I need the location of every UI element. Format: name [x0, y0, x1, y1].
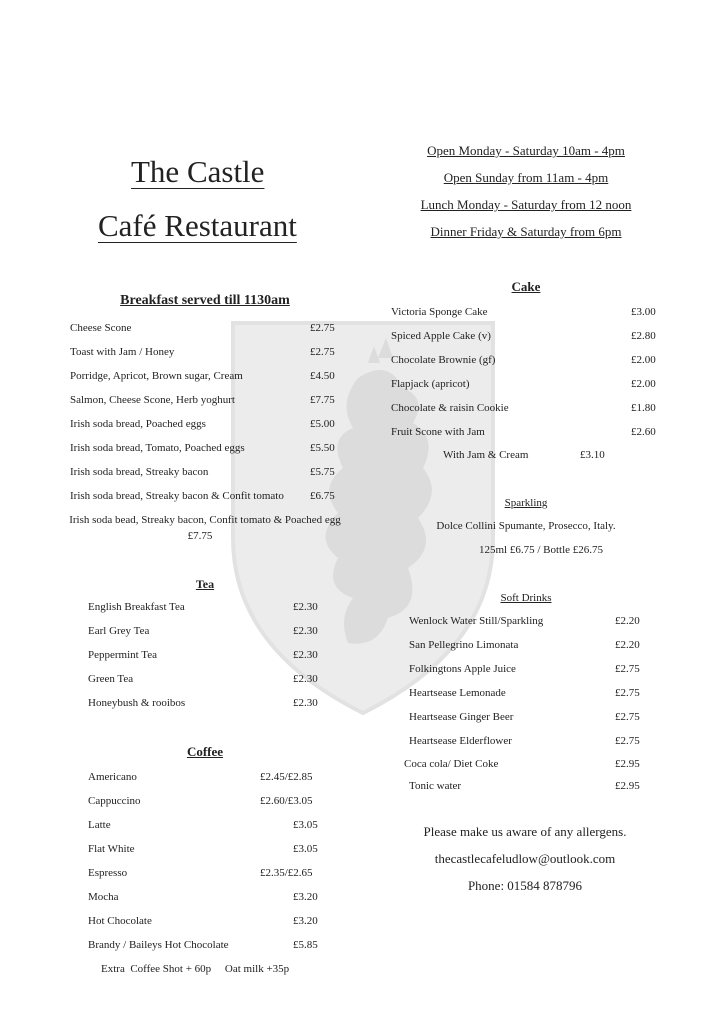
coffee-item-price: £2.35/£2.65: [260, 867, 313, 879]
soft-drink-item-name: Folkingtons Apple Juice: [409, 663, 516, 675]
breakfast-item-name: Toast with Jam / Honey: [70, 346, 175, 358]
breakfast-item-price: £4.50: [310, 370, 335, 382]
coffee-item-name: Mocha: [88, 891, 119, 903]
soft-drink-item-price: £2.95: [615, 758, 640, 770]
soft-drink-item-price: £2.20: [615, 639, 640, 651]
hours-line-4: Dinner Friday & Saturday from 6pm: [430, 224, 622, 239]
tea-heading: Tea: [195, 577, 215, 591]
tea-item-name: English Breakfast Tea: [88, 601, 185, 613]
tea-item-price: £2.30: [293, 697, 318, 709]
contact-phone: Phone: 01584 878796: [467, 878, 583, 893]
breakfast-item-name: Irish soda bread, Streaky bacon & Confit tomato: [70, 490, 284, 502]
cake-item-price: £2.80: [631, 330, 656, 342]
breakfast-item-name: Cheese Scone: [70, 322, 132, 334]
cake-item-name: Chocolate Brownie (gf): [391, 354, 496, 366]
tea-item-price: £2.30: [293, 673, 318, 685]
coffee-item-name: Espresso: [88, 867, 128, 879]
hours-line-3: Lunch Monday - Saturday from 12 noon: [420, 197, 632, 212]
breakfast-item-price: £6.75: [310, 490, 335, 502]
cake-item-name: Spiced Apple Cake (v): [391, 330, 491, 342]
coffee-item-name: Flat White: [88, 843, 135, 855]
cake-with-cream-price: £3.10: [580, 449, 605, 461]
cake-item-name: Flapjack (apricot): [391, 378, 470, 390]
coffee-heading: Coffee: [186, 744, 224, 759]
breakfast-item-price: £2.75: [310, 346, 335, 358]
coffee-item-name: Cappuccino: [88, 795, 141, 807]
soft-drink-item-price: £2.95: [615, 780, 640, 792]
cake-item-name: Fruit Scone with Jam: [391, 426, 485, 438]
soft-drink-item-name: Heartsease Ginger Beer: [409, 711, 514, 723]
tea-item-name: Honeybush & rooibos: [88, 697, 186, 709]
soft-drink-item-price: £2.20: [615, 615, 640, 627]
coffee-extras: Extra Coffee Shot + 60p Oat milk +35p: [101, 963, 290, 975]
cake-item-price: £2.60: [631, 426, 656, 438]
soft-drink-item-name: Wenlock Water Still/Sparkling: [409, 615, 544, 627]
breakfast-item-name: Porridge, Apricot, Brown sugar, Cream: [70, 370, 243, 382]
cake-item-price: £2.00: [631, 378, 656, 390]
coffee-item-price: £2.45/£2.85: [260, 771, 313, 783]
soft-drink-item-price: £2.75: [615, 663, 640, 675]
breakfast-item-price: £7.75: [310, 394, 335, 406]
cake-item-name: Chocolate & raisin Cookie: [391, 402, 509, 414]
sparkling-heading: Sparkling: [504, 497, 548, 509]
coffee-item-price: £5.85: [293, 939, 318, 951]
breakfast-last-item-price: £7.75: [187, 530, 213, 542]
soft-drink-item-name: Heartsease Lemonade: [409, 687, 506, 699]
cake-heading: Cake: [511, 279, 541, 294]
coffee-item-name: Brandy / Baileys Hot Chocolate: [88, 939, 229, 951]
soft-drink-item-price: £2.75: [615, 687, 640, 699]
sparkling-line-1: Dolce Collini Spumante, Prosecco, Italy.: [436, 520, 616, 532]
tea-item-name: Peppermint Tea: [88, 649, 157, 661]
breakfast-item-price: £5.75: [310, 466, 335, 478]
cake-item-price: £2.00: [631, 354, 656, 366]
breakfast-item-price: £2.75: [310, 322, 335, 334]
breakfast-item-price: £5.50: [310, 442, 335, 454]
tea-item-price: £2.30: [293, 649, 318, 661]
soft-drink-item-name: San Pellegrino Limonata: [409, 639, 519, 651]
coffee-item-price: £3.20: [293, 915, 318, 927]
hours-line-2: Open Sunday from 11am - 4pm: [443, 170, 609, 185]
soft-drink-item-name: Heartsease Elderflower: [409, 735, 512, 747]
breakfast-item-price: £5.00: [310, 418, 335, 430]
breakfast-last-item-name: Irish soda bead, Streaky bacon, Confit tomato & Poached egg: [69, 514, 341, 526]
tea-item-price: £2.30: [293, 625, 318, 637]
tea-item-price: £2.30: [293, 601, 318, 613]
tea-item-name: Earl Grey Tea: [88, 625, 150, 637]
breakfast-item-name: Irish soda bread, Poached eggs: [70, 418, 206, 430]
coffee-item-name: Americano: [88, 771, 137, 783]
page-title-line2: Café Restaurant: [98, 208, 297, 243]
coffee-item-price: £2.60/£3.05: [260, 795, 313, 807]
soft-drinks-heading: Soft Drinks: [500, 592, 552, 604]
soft-drink-item-name: Coca cola/ Diet Coke: [404, 758, 499, 770]
soft-drink-item-price: £2.75: [615, 711, 640, 723]
cake-item-price: £3.00: [631, 306, 656, 318]
soft-drink-item-price: £2.75: [615, 735, 640, 747]
coffee-item-price: £3.20: [293, 891, 318, 903]
hours-line-1: Open Monday - Saturday 10am - 4pm: [427, 143, 625, 158]
soft-drink-item-name: Tonic water: [409, 780, 462, 792]
page-title-line1: The Castle: [131, 154, 265, 189]
coffee-item-price: £3.05: [293, 843, 318, 855]
coffee-item-name: Latte: [88, 819, 111, 831]
cake-item-name: Victoria Sponge Cake: [391, 306, 488, 318]
breakfast-item-name: Irish soda bread, Streaky bacon: [70, 466, 209, 478]
breakfast-item-name: Salmon, Cheese Scone, Herb yoghurt: [70, 394, 235, 406]
cake-with-cream-name: With Jam & Cream: [443, 449, 529, 461]
sparkling-line-2: 125ml £6.75 / Bottle £26.75: [478, 544, 604, 556]
coffee-item-name: Hot Chocolate: [88, 915, 152, 927]
breakfast-heading: Breakfast served till 1130am: [120, 293, 290, 308]
tea-item-name: Green Tea: [88, 673, 134, 685]
allergen-notice: Please make us aware of any allergens.: [423, 824, 627, 839]
coffee-item-price: £3.05: [293, 819, 318, 831]
breakfast-item-name: Irish soda bread, Tomato, Poached eggs: [70, 442, 245, 454]
contact-email: thecastlecafeludlow@outlook.com: [434, 851, 616, 866]
cake-item-price: £1.80: [631, 402, 656, 414]
